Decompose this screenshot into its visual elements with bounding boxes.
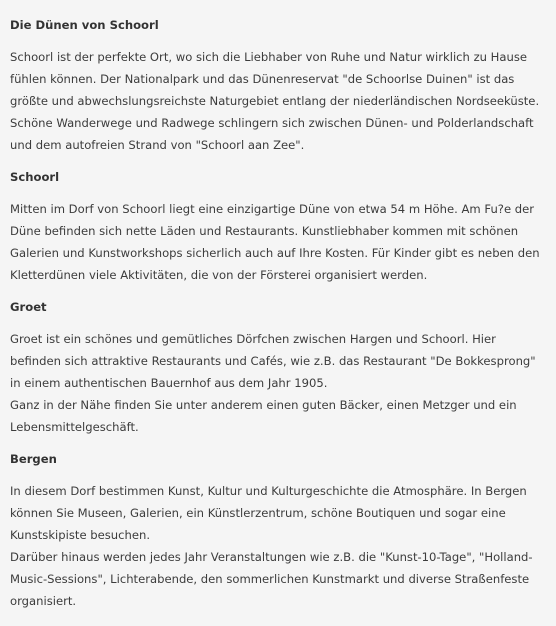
paragraph-groet-1: Groet ist ein schönes und gemütliches Dörfchen zwischen Hargen und Schoorl. Hier befinden sich attraktive Restaurants und Cafés, wie z.B. das Restaurant "De Bokkesprong" in einem authentischen Bauernhof aus dem Jahr 1905. bbox=[10, 332, 536, 390]
section-groet bbox=[10, 296, 547, 438]
section-duenen bbox=[10, 14, 547, 156]
section-heading-duenen: Die Dünen von Schoorl bbox=[10, 18, 159, 32]
paragraph-duenen-1: Schoorl ist der perfekte Ort, wo sich die Liebhaber von Ruhe und Natur wirklich zu Hause fühlen können. Der Nationalpark und das Dünenreservat "de Schoorlse Duinen" ist das größte und abwechslungsreichste Naturgebiet entlang der niederländischen Nordseeküste. bbox=[10, 50, 540, 108]
section-text-bergen bbox=[10, 480, 547, 612]
paragraph-schoorl-1: Mitten im Dorf von Schoorl liegt eine einzigartige Düne von etwa 54 m Höhe. Am Fu?e der Düne befinden sich nette Läden und Restaurants. Kunstliebhaber kommen mit schönen Galerien und Kunstworkshops sicherlich auch auf Ihre Kosten. Für Kinder gibt es neben den Kletterdünen viele Aktivitäten, die von der Försterei organisiert werden. bbox=[10, 202, 540, 282]
section-heading-bergen: Bergen bbox=[10, 452, 57, 466]
section-heading-groet: Groet bbox=[10, 300, 47, 314]
section-text-groet bbox=[10, 328, 547, 438]
paragraph-bergen-1: In diesem Dorf bestimmen Kunst, Kultur und Kulturgeschichte die Atmosphäre. In Bergen können Sie Museen, Galerien, ein Künstlerzentrum, schöne Boutiquen und sogar eine Kunstskipiste besuchen. bbox=[10, 484, 527, 542]
paragraph-duenen-2: Schöne Wanderwege und Radwege schlingern sich zwischen Dünen- und Polderlandschaft und dem autofreien Strand von "Schoorl aan Zee". bbox=[10, 116, 534, 152]
section-text-duenen bbox=[10, 46, 547, 156]
paragraph-bergen-2: Darüber hinaus werden jedes Jahr Veranstaltungen wie z.B. die "Kunst-10-Tage", "Holland-Music-Sessions", Lichterabende, den sommerlichen Kunstmarkt und diverse Straßenfeste organisiert. bbox=[10, 550, 533, 608]
section-schoorl bbox=[10, 166, 547, 286]
section-text-schoorl bbox=[10, 198, 547, 286]
section-heading-schoorl: Schoorl bbox=[10, 170, 60, 184]
paragraph-groet-2: Ganz in der Nähe finden Sie unter anderem einen guten Bäcker, einen Metzger und ein Lebensmittelgeschäft. bbox=[10, 398, 517, 434]
section-bergen bbox=[10, 448, 547, 612]
